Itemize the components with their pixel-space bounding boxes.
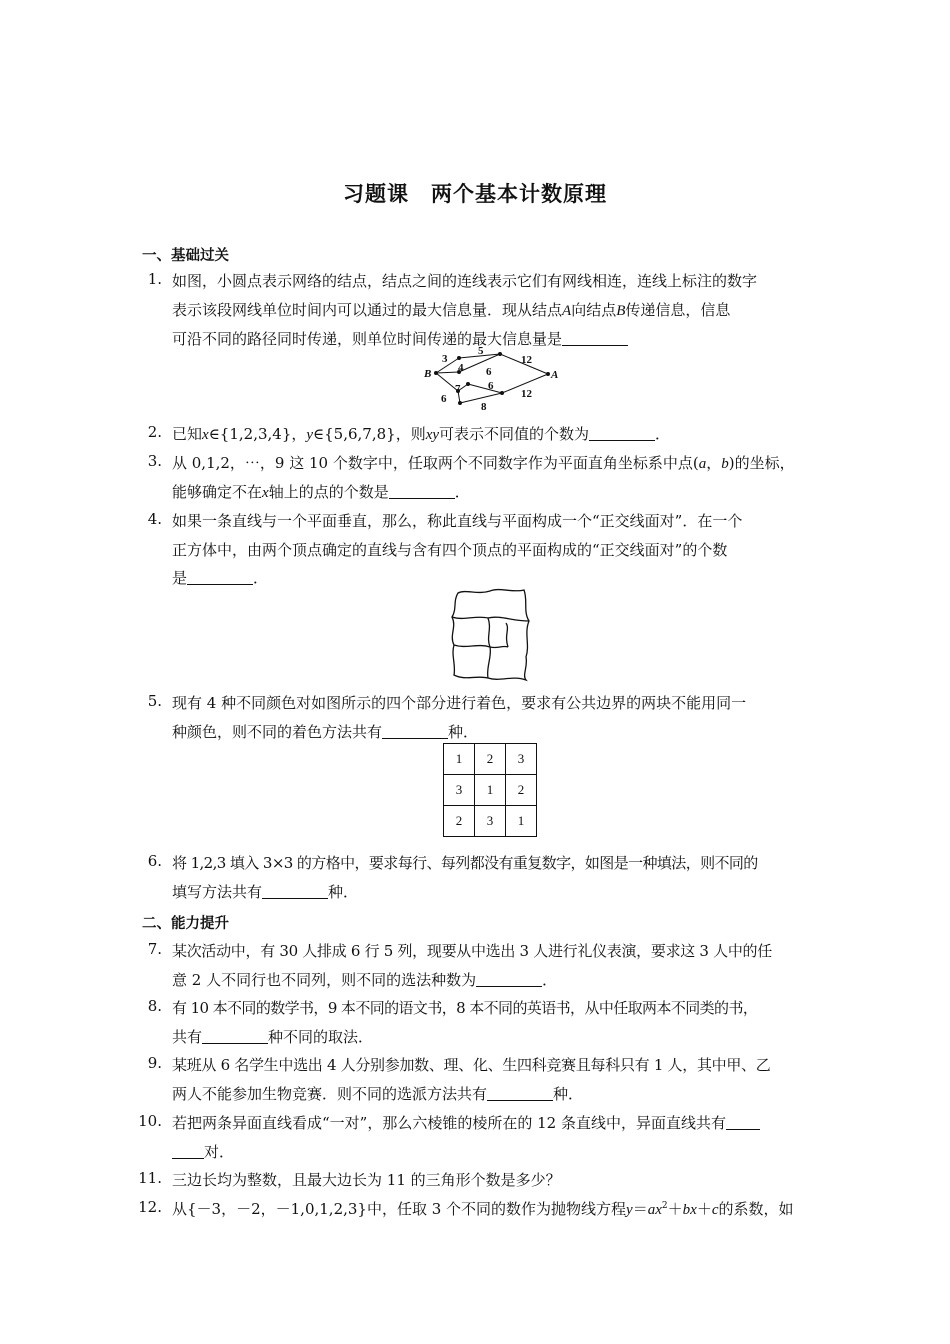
edge-label: 12: [521, 354, 532, 366]
q4-line2: 正方体中，由两个顶点确定的直线与含有四个顶点的平面构成的“正交线面对”的个数: [172, 541, 728, 559]
q3-line1: 从 0,1,2，⋯，9 这 10 个数字中，任取两个不同数字作为平面直角坐标系中点(a，b)的坐标，: [172, 454, 795, 472]
node-label-a: A: [551, 369, 559, 381]
q8-line2: 共有 种不同的取法．: [172, 1028, 374, 1046]
question-number: 6.: [147, 852, 162, 870]
answer-blank: [262, 884, 328, 899]
network-node: [498, 352, 502, 356]
q12-line1: 从{－3，－2，－1,0,1,2,3}中，任取 3 个不同的数作为抛物线方程$y=ax^2+bx+c$的系数，如: [172, 1200, 794, 1218]
q10-line1: 若把两条异面直线看成“一对”，那么六棱锥的棱所在的 12 条直线中，异面直线共有: [172, 1112, 760, 1133]
answer-blank: [389, 484, 455, 499]
edge-label: 6: [486, 366, 492, 378]
grid-cell: 3: [506, 744, 537, 775]
network-node: [434, 371, 438, 375]
node-label-b: B: [424, 368, 432, 380]
section-heading-basic: 一、基础过关: [142, 248, 229, 264]
q5-line1: 现有 4 种不同颜色对如图所示的四个部分进行着色，要求有公共边界的两块不能用同一: [172, 694, 747, 712]
edge-label: 6: [488, 380, 494, 392]
table-row: [444, 775, 537, 806]
network-node: [458, 401, 462, 405]
grid-cell: 3: [444, 775, 475, 806]
question-number: 7.: [147, 940, 162, 958]
edge-label: 3: [442, 353, 448, 365]
question-number: 12.: [138, 1198, 162, 1216]
network-node: [457, 356, 461, 360]
answer-blank: [172, 1144, 204, 1159]
question-number: 3.: [147, 452, 162, 470]
table-row: [444, 806, 537, 837]
q6-line2: 填写方法共有 种．: [172, 883, 359, 901]
q5-line2: 种颜色，则不同的着色方法共有 种．: [172, 723, 479, 741]
question-number: 11.: [138, 1169, 162, 1187]
q8-line1: 有 10 本不同的数学书，9 本不同的语文书，8 本不同的英语书，从中任取两本不同类的书，: [172, 999, 758, 1017]
question-number: 5.: [147, 692, 162, 710]
grid-cell: 2: [506, 775, 537, 806]
answer-blank: [726, 1115, 760, 1130]
edge-label: 7: [455, 383, 461, 395]
answer-blank: [382, 724, 448, 739]
network-diagram: [420, 346, 570, 414]
answer-blank: [487, 1086, 553, 1101]
q11-line1: 三边长均为整数，且最大边长为 11 的三角形个数是多少？: [172, 1171, 561, 1189]
answer-blank: [476, 972, 542, 987]
q7-line1: 某次活动中，有 30 人排成 6 行 5 列，现要从中选出 3 人进行礼仪表演，要求这 3 人中的任: [172, 942, 772, 960]
question-number: 2.: [147, 423, 162, 441]
answer-blank: [202, 1029, 268, 1044]
edge-label: 8: [481, 401, 487, 413]
grid-cell: 1: [506, 806, 537, 837]
network-node: [546, 372, 550, 376]
q9-line1: 某班从 6 名学生中选出 4 人分别参加数、理、化、生四科竞赛且每科只有 1 人，其中甲、乙: [172, 1056, 771, 1074]
q3-line2: 能够确定不在x轴上的点的个数是 ．: [172, 483, 470, 501]
edge-label: 4: [458, 362, 464, 374]
section-heading-advanced: 二、能力提升: [142, 916, 229, 932]
q2-line1: 已知x∈{1,2,3,4}，y∈{5,6,7,8}，则xy可表示不同值的个数为 ．: [172, 425, 671, 443]
answer-blank: [562, 331, 628, 346]
q4-line1: 如果一条直线与一个平面垂直，那么，称此直线与平面构成一个“正交线面对”．在一个: [172, 512, 743, 530]
q9-line2: 两人不能参加生物竞赛．则不同的选派方法共有 种．: [172, 1085, 584, 1103]
question-number: 1.: [147, 270, 162, 288]
q1-line3: 可沿不同的路径同时传递，则单位时间传递的最大信息量是: [172, 328, 628, 349]
question-number: 9.: [147, 1054, 162, 1072]
grid-cell: 2: [444, 806, 475, 837]
answer-blank: [187, 570, 253, 585]
edge-label: 6: [441, 393, 447, 405]
network-node: [466, 382, 470, 386]
question-number: 10.: [138, 1112, 162, 1130]
edge-label: 12: [521, 388, 532, 400]
network-node: [500, 391, 504, 395]
page-title: 习题课 两个基本计数原理: [343, 182, 607, 206]
grid-cell: 3: [475, 806, 506, 837]
q1-line2: 表示该段网线单位时间内可以通过的最大信息量．现从结点A向结点B传递信息，信息: [172, 301, 731, 319]
q6-line1: 将 1,2,3 填入 3×3 的方格中，要求每行、每列都没有重复数字，如图是一种填法，则不同的: [172, 854, 758, 872]
latin-square-grid: [443, 743, 537, 837]
region-map-figure: [444, 585, 536, 683]
q7-line2: 意 2 人不同行也不同列，则不同的选法种数为 ．: [172, 971, 558, 989]
grid-cell: 1: [444, 744, 475, 775]
question-number: 8.: [147, 997, 162, 1015]
q10-line2: 对．: [172, 1141, 234, 1162]
q1-line1: 如图，小圆点表示网络的结点，结点之间的连线表示它们有网线相连，连线上标注的数字: [172, 272, 758, 290]
grid-cell: 1: [475, 775, 506, 806]
q4-line3: 是 ．: [172, 569, 269, 587]
question-number: 4.: [147, 510, 162, 528]
table-row: [444, 744, 537, 775]
grid-cell: 2: [475, 744, 506, 775]
answer-blank: [589, 426, 655, 441]
edge-label: 5: [478, 346, 484, 357]
